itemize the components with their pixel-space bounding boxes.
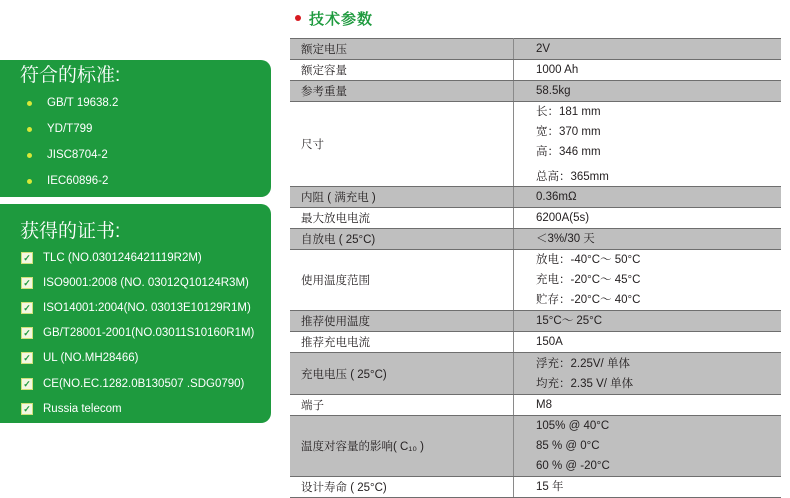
spec-row <box>290 229 781 250</box>
standard-item <box>21 145 108 165</box>
spec-value-line: 1000 Ah <box>536 64 579 76</box>
spec-label: 尺寸 <box>290 102 514 187</box>
spec-label: 内阻 ( 满充电 ) <box>290 187 514 208</box>
spec-label: 端子 <box>290 395 514 416</box>
spec-row <box>290 395 781 416</box>
spec-value-line: 宽：370 mm <box>536 126 601 138</box>
spec-row <box>290 187 781 208</box>
checkbox-checked-icon: ✓ <box>21 403 33 415</box>
spec-value-line: 2V <box>536 43 551 55</box>
spec-row <box>290 353 781 395</box>
spec-value <box>514 102 782 187</box>
certificate-label: GB/T28001-2001(NO.03011S10160R1M) <box>43 327 255 339</box>
spec-value-line: 贮存：-20°C～ 40°C <box>536 294 641 306</box>
certificate-item <box>21 248 202 268</box>
certificate-label: Russia telecom <box>43 403 122 415</box>
standard-item <box>21 119 92 139</box>
spec-value <box>514 187 782 208</box>
spec-value-line: 0.36mΩ <box>536 191 577 203</box>
spec-value-line: 高：346 mm <box>536 146 601 158</box>
spec-value <box>514 477 782 498</box>
spec-row <box>290 102 781 187</box>
standards-list <box>0 60 271 197</box>
spec-row <box>290 477 781 498</box>
spec-row <box>290 250 781 311</box>
spec-row <box>290 208 781 229</box>
spec-label: 最大放电电流 <box>290 208 514 229</box>
checkbox-checked-icon: ✓ <box>21 252 33 264</box>
certificates-title: 获得的证书: <box>20 221 121 242</box>
spec-value-line: 105% @ 40°C <box>536 420 610 432</box>
standard-label: IEC60896-2 <box>47 175 109 187</box>
certificate-item <box>21 273 249 293</box>
standard-label: YD/T799 <box>47 123 93 135</box>
certificate-item <box>21 298 251 318</box>
certificate-item <box>21 323 254 343</box>
certificate-item <box>21 348 138 368</box>
standard-label: JISC8704-2 <box>47 149 108 161</box>
spec-value <box>514 208 782 229</box>
spec-value-line: 150A <box>536 336 563 348</box>
spec-label: 使用温度范围 <box>290 250 514 311</box>
red-bullet-icon <box>295 15 301 21</box>
spec-row <box>290 81 781 102</box>
certificate-label: ISO9001:2008 (NO. 03012Q10124R3M) <box>43 277 249 289</box>
standards-title: 符合的标准: <box>20 65 121 86</box>
spec-value-line: 85 % @ 0°C <box>536 440 600 452</box>
spec-value-line: 充电：-20°C～ 45°C <box>536 274 641 286</box>
spec-value-line: 长：181 mm <box>536 106 601 118</box>
spec-label: 充电电压 ( 25°C) <box>290 353 514 395</box>
spec-row <box>290 332 781 353</box>
spec-value <box>514 416 782 477</box>
checkbox-checked-icon: ✓ <box>21 352 33 364</box>
checkbox-checked-icon: ✓ <box>21 378 33 390</box>
standard-label: GB/T 19638.2 <box>47 97 119 109</box>
spec-value <box>514 395 782 416</box>
spec-value <box>514 60 782 81</box>
spec-value <box>514 332 782 353</box>
spec-row <box>290 311 781 332</box>
certificate-item <box>21 399 122 419</box>
checkbox-checked-icon: ✓ <box>21 302 33 314</box>
spec-value-line: 15°C～ 25°C <box>536 315 603 327</box>
spec-value <box>514 39 782 60</box>
specs-heading-text: 技术参数 <box>309 10 374 28</box>
spec-label: 推荐使用温度 <box>290 311 514 332</box>
spec-row <box>290 60 781 81</box>
certificates-panel <box>0 204 271 423</box>
spec-label: 参考重量 <box>290 81 514 102</box>
standards-panel <box>0 60 271 197</box>
spec-label: 设计寿命 ( 25°C) <box>290 477 514 498</box>
spec-value-line: 放电：-40°C～ 50°C <box>536 254 641 266</box>
bullet-dot-icon <box>27 101 32 106</box>
spec-value <box>514 81 782 102</box>
spec-label: 自放电 ( 25°C) <box>290 229 514 250</box>
certificate-label: UL (NO.MH28466) <box>43 352 139 364</box>
certificate-label: CE(NO.EC.1282.0B130507 .SDG0790) <box>43 378 245 390</box>
standard-item <box>21 171 108 191</box>
spec-value <box>514 353 782 395</box>
spec-value-line: 6200A(5s) <box>536 212 590 224</box>
bullet-dot-icon <box>27 153 32 158</box>
certificate-label: ISO14001:2004(NO. 03013E10129R1M) <box>43 302 251 314</box>
checkbox-checked-icon: ✓ <box>21 327 33 339</box>
spec-value-line: 浮充：2.25V/ 单体 <box>536 357 630 370</box>
certificate-item <box>21 374 244 394</box>
spec-value <box>514 311 782 332</box>
spec-value-line: 58.5kg <box>536 85 571 97</box>
standard-item <box>21 93 118 113</box>
spec-value-line: 60 % @ -20°C <box>536 460 610 472</box>
spec-label: 额定电压 <box>290 39 514 60</box>
checkbox-checked-icon: ✓ <box>21 277 33 289</box>
spec-row <box>290 416 781 477</box>
spec-table <box>290 38 781 498</box>
spec-label: 推荐充电电流 <box>290 332 514 353</box>
bullet-dot-icon <box>27 179 32 184</box>
spec-value-line: M8 <box>536 399 552 411</box>
specs-heading <box>295 8 373 28</box>
spec-value-line: 15 年 <box>536 481 564 493</box>
spec-row <box>290 39 781 60</box>
spec-value <box>514 229 782 250</box>
bullet-dot-icon <box>27 127 32 132</box>
spec-label: 温度对容量的影响( C₁₀ ) <box>290 416 514 477</box>
spec-label: 额定容量 <box>290 60 514 81</box>
spec-value-line: 总高：365mm <box>536 171 609 183</box>
spec-value-line: ＜3%/30 天 <box>536 233 595 245</box>
spec-value <box>514 250 782 311</box>
certificate-label: TLC (NO.0301246421119R2M) <box>43 252 202 264</box>
spec-value-line: 均充：2.35 V/ 单体 <box>536 377 634 390</box>
certificates-list <box>0 204 271 423</box>
